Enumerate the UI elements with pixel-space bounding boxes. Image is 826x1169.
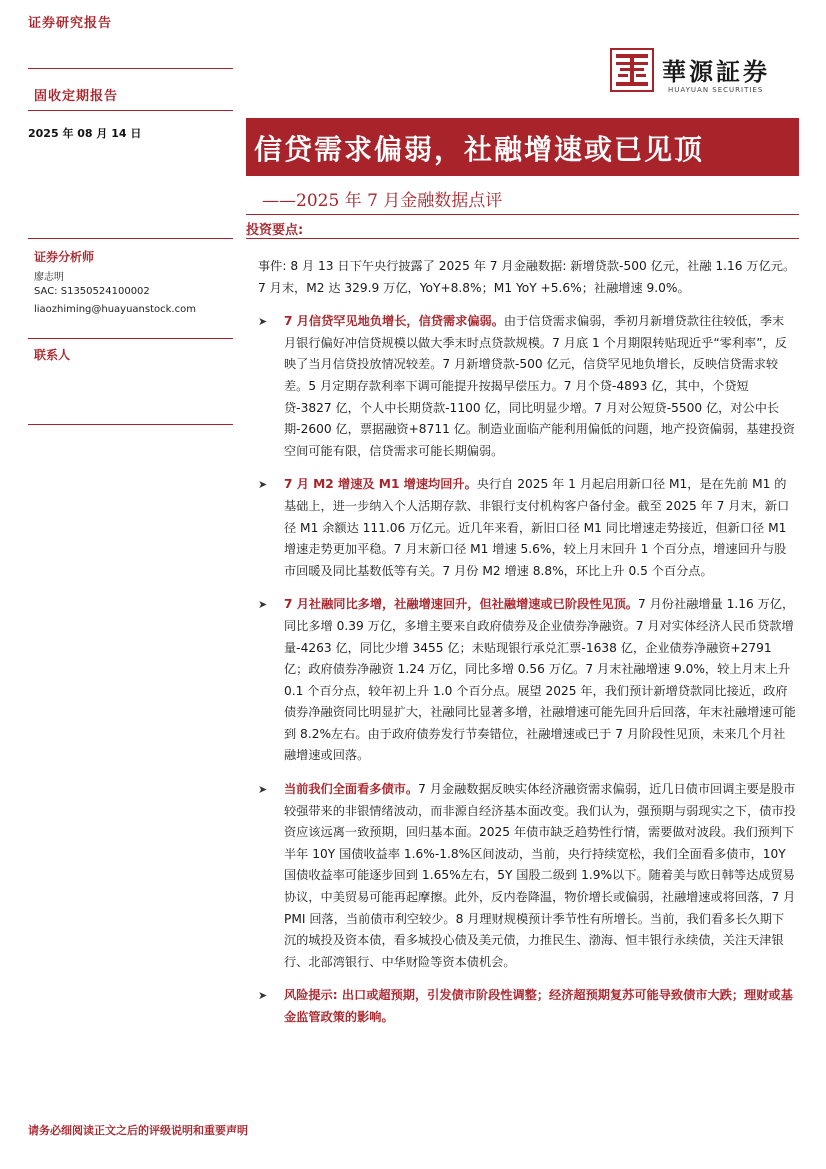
analyst-email[interactable]: liaozhiming@huayuanstock.com (34, 304, 196, 315)
bullet-bond-view (258, 779, 796, 973)
bullet-lead: 7 月 M2 增速及 M1 增速均回升。 (284, 477, 477, 492)
title-banner (246, 118, 799, 176)
report-category-label: 证券研究报告 (28, 16, 113, 31)
logo-name-en: HUAYUAN SECURITIES (668, 86, 764, 94)
arrow-bullet-icon: ➤ (258, 315, 268, 329)
bullet-lead: 当前我们全面看多债市。 (284, 782, 419, 797)
logo-name-cn: 華源証券 (662, 58, 770, 86)
disclaimer-footer: 请务必细阅读正文之后的评级说明和重要声明 (28, 1124, 248, 1137)
analyst-heading: 证券分析师 (34, 250, 95, 264)
bullet-lead: 风险提示: 出口或超预期，引发债市阶段性调整；经济超预期复苏可能导致债市大跌；理财或基金监管政策的影响。 (284, 988, 793, 1024)
report-type-divider (28, 110, 233, 111)
bullet-money-supply (258, 474, 796, 582)
bullet-lead: 7 月信贷罕见地负增长，信贷需求偏弱。 (284, 314, 504, 329)
header-divider (28, 68, 233, 69)
key-points-divider (246, 238, 799, 239)
bullet-text: 7 月份社融增量 1.16 万亿，同比多增 0.39 万亿，多增主要来自政府债券及企业债券净融资。7 月对实体经济人民币贷款增量-4263 亿，同比少增 3455 亿；未贴现银行承兑汇票-1638 亿，企业债券净融资+2791 亿；政府债券净融资 1.24 万亿，同比多增 0.56 万亿。7 月末社融增速 9.0%，较上月末上升 0.1 个百分点，较年初上升 1.0 个百分点。展望 2025 年，我们预计新增贷款同比接近，政府债券净融资同比明显扩大，社融同比显著多增，社融增速可能先回升后回落，年末社融增速可能到 8.2%左右。由于政府债券发行节奏错位，社融增速或已于 7 月阶段性见顶，未来几个月社融增速或回落。 (284, 597, 796, 763)
company-logo (610, 48, 790, 100)
bullet-text: 央行自 2025 年 1 月起启用新口径 M1，是在先前 M1 的基础上，进一步纳入个人活期存款、非银行支付机构客户备付金。截至 2025 年 7 月末，新口径 M1 余额达 111.06 万亿元。近几年来看，新旧口径 M1 同比增速走势接近，但新口径 M1 增速走势更加平稳。7 月末新口径 M1 增速 5.6%，较上月末回升 1 个百分点，增速回升与股市回暖及同比基数低等有关。7 月份 M2 增速 8.8%，环比上升 0.5 个百分点。 (284, 477, 790, 578)
bullet-lead: 7 月社融同比多增，社融增速回升，但社融增速或已阶段性见顶。 (284, 597, 638, 612)
report-title: 信贷需求偏弱，社融增速或已见顶 (254, 133, 705, 166)
arrow-bullet-icon: ➤ (258, 598, 268, 612)
bullet-text: 7 月金融数据反映实体经济融资需求偏弱，近几日债市回调主要是股市较强带来的非银情绪波动，而非源自经济基本面改变。我们认为，强预期与弱现实之下，债市投资应该远离一致预期，回归基本面。2025 年债市缺乏趋势性行情，需要做对波段。我们预判下半年 10Y 国债收益率 1.6%-1.8%区间波动，当前，央行持续宽松，我们全面看多债市，10Y 国债收益率可能逐步回到 1.65%左右，5Y 国股二级到 1.9%以下。随着美与欧日韩等达成贸易协议，中美贸易可能再起摩擦。此外，反内卷降温，物价增长或偏弱，社融增速或将回落，7 月 PMI 回落，当前债市利空较少。8 月理财规模预计季节性有所增长。当前，我们看多长久期下沉的城投及资本债，看多城投心债及美元债，力推民生、渤海、恒丰银行永续债，关注天津银行、北部湾银行、中华财险等资本债机会。 (284, 782, 796, 969)
bullet-social-financing (258, 594, 796, 767)
report-type: 固收定期报告 (34, 89, 119, 104)
bullet-risk-warning (258, 985, 796, 1028)
contact-divider (28, 338, 233, 339)
report-date: 2025 年 08 月 14 日 (28, 127, 142, 140)
subtitle-divider (246, 214, 799, 215)
contact-bottom-divider (28, 424, 233, 425)
huayuan-logo-icon (610, 48, 654, 92)
arrow-bullet-icon: ➤ (258, 783, 268, 797)
analyst-sac: SAC: S1350524100002 (34, 286, 150, 297)
report-subtitle: ——2025 年 7 月金融数据点评 (262, 191, 503, 211)
arrow-bullet-icon: ➤ (258, 989, 268, 1003)
analyst-name: 廖志明 (34, 272, 64, 283)
sidebar-divider (28, 238, 233, 239)
contact-heading: 联系人 (34, 348, 71, 362)
event-summary: 事件: 8 月 13 日下午央行披露了 2025 年 7 月金融数据: 新增贷款-500 亿元，社融 1.16 万亿元。7 月末，M2 达 329.9 万亿，YoY+8.8%；M1 YoY +5.6%；社融增速 9.0%。 (258, 259, 796, 295)
bullet-text: 由于信贷需求偏弱，季初月新增贷款往往较低，季末月银行偏好冲信贷规模以做大季末时点贷款规模。7 月底 1 个月期限转贴现近乎“零利率”，反映了当月信贷投放情况较差。7 月新增贷款-500 亿元，信贷罕见地负增长，反映信贷需求较差。5 月定期存款利率下调可能提升按揭早偿压力。7 月个贷-4893 亿，其中，个贷短贷-3827 亿，个人中长期贷款-1100 亿，同比明显少增。7 月对公短贷-5500 亿，对公中长期-2600 亿，票据融资+8711 亿。制造业面临产能利用偏低的问题，地产投资偏弱，基建投资空间可能有限，信贷需求可能长期偏弱。 (284, 314, 795, 458)
arrow-bullet-icon: ➤ (258, 478, 268, 492)
key-points-body (258, 256, 796, 1041)
bullet-credit (258, 311, 796, 462)
key-points-heading: 投资要点: (246, 223, 304, 238)
